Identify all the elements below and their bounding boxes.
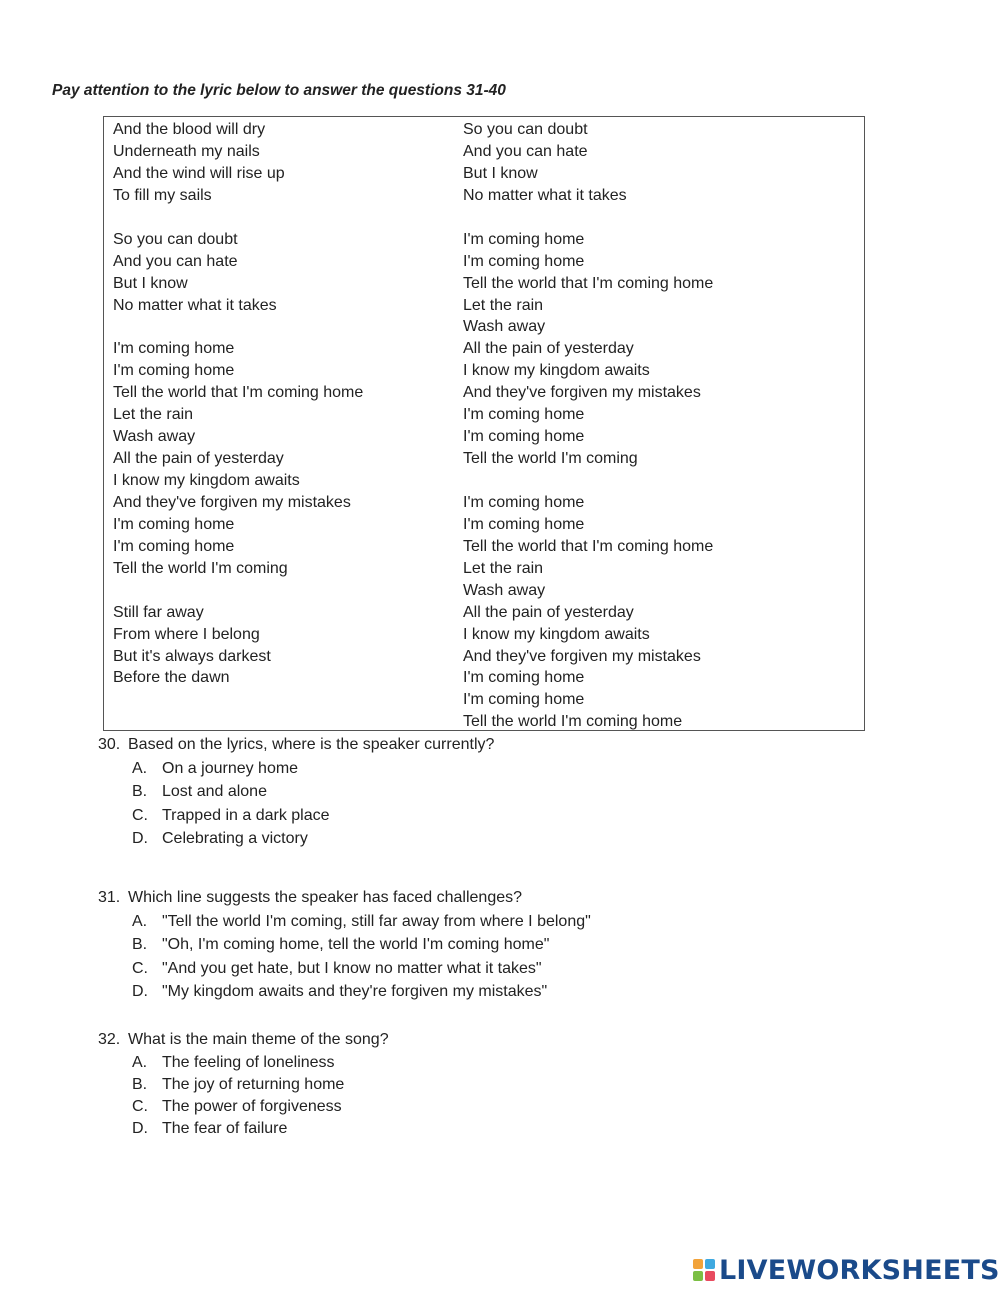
question-text: What is the main theme of the song? (128, 1031, 389, 1048)
lyric-line: But I know (463, 164, 538, 182)
option-letter: C. (132, 806, 148, 824)
option-d[interactable] (98, 1118, 389, 1140)
option-letter: B. (132, 783, 148, 800)
lyric-line: I'm coming home (113, 537, 235, 555)
lyric-line (463, 470, 713, 492)
question-30 (98, 733, 494, 851)
option-d[interactable] (98, 980, 591, 1004)
liveworksheets-logo[interactable] (693, 1254, 1000, 1286)
lyric-line: Wash away (113, 428, 196, 446)
lyric-line: Wash away (463, 581, 546, 599)
lyric-line: And they've forgiven my mistakes (463, 647, 701, 665)
option-letter: D. (132, 983, 148, 1000)
lyric-line: I'm coming home (463, 669, 585, 687)
lyric-line: So you can doubt (113, 230, 238, 248)
option-a[interactable] (98, 757, 494, 781)
option-d[interactable] (98, 827, 494, 851)
option-text: The joy of returning home (162, 1075, 345, 1093)
option-b[interactable] (98, 1074, 389, 1096)
question-number: 31. (98, 889, 121, 906)
option-text: Lost and alone (162, 783, 267, 800)
instruction-text: Pay attention to the lyric below to answer the questions 31-40 (52, 82, 506, 99)
lyric-line: I'm coming home (463, 230, 585, 248)
option-letter: C. (132, 959, 148, 977)
lyric-line: So you can doubt (463, 121, 588, 138)
lyric-line: And they've forgiven my mistakes (463, 384, 701, 402)
option-text: Trapped in a dark place (162, 806, 330, 824)
option-text: "My kingdom awaits and they're forgiven my mistakes" (162, 983, 548, 1000)
option-letter: D. (132, 830, 148, 847)
lyric-line: Wash away (463, 318, 546, 336)
option-letter: A. (132, 912, 148, 930)
option-text: The feeling of loneliness (162, 1053, 335, 1071)
option-c[interactable] (98, 1096, 389, 1118)
option-text: On a journey home (162, 759, 299, 777)
question-number: 30. (98, 736, 121, 753)
lyric-line: I know my kingdom awaits (463, 625, 650, 643)
lyric-line: All the pain of yesterday (463, 603, 634, 621)
lyric-line (463, 207, 713, 229)
lyric-line: No matter what it takes (463, 186, 627, 204)
lyric-line: Tell the world that I'm coming home (463, 274, 714, 292)
question-32 (98, 1028, 389, 1140)
lyric-line: Tell the world I'm coming (113, 559, 288, 577)
lyric-line: And you can hate (113, 252, 238, 270)
lyric-line: Underneath my nails (113, 142, 260, 160)
lyric-line: And the wind will rise up (113, 164, 285, 182)
lyric-line: Let the rain (113, 406, 194, 424)
lyric-line: Let the rain (463, 559, 544, 577)
lyric-line: All the pain of yesterday (113, 450, 284, 468)
option-a[interactable] (98, 910, 591, 934)
logo-icon (693, 1259, 715, 1281)
lyric-line: But it's always darkest (113, 647, 271, 665)
lyric-line: And they've forgiven my mistakes (113, 493, 351, 511)
lyric-line: I'm coming home (113, 340, 235, 358)
lyric-line: I'm coming home (463, 406, 585, 424)
lyric-line: Still far away (113, 603, 204, 621)
lyric-line: And you can hate (463, 142, 588, 160)
option-b[interactable] (98, 933, 591, 957)
option-text: The power of forgiveness (162, 1097, 342, 1115)
option-c[interactable] (98, 957, 591, 981)
lyric-line: I'm coming home (463, 691, 585, 709)
lyric-line: Before the dawn (113, 669, 230, 687)
lyric-line (113, 580, 363, 602)
lyric-line: I'm coming home (463, 428, 585, 446)
lyrics-right-column (463, 119, 713, 733)
lyric-line (113, 316, 363, 338)
option-letter: D. (132, 1119, 148, 1137)
lyric-line: To fill my sails (113, 186, 212, 204)
lyric-line: No matter what it takes (113, 296, 277, 314)
lyric-line: I know my kingdom awaits (463, 362, 650, 380)
lyric-line: But I know (113, 274, 188, 292)
option-text: "Oh, I'm coming home, tell the world I'm coming home" (162, 936, 550, 953)
lyric-line: I'm coming home (463, 493, 585, 511)
lyrics-left-column (113, 119, 363, 689)
option-a[interactable] (98, 1052, 389, 1074)
lyric-line: I'm coming home (113, 515, 235, 533)
option-letter: B. (132, 936, 148, 953)
lyric-line: Let the rain (463, 296, 544, 314)
question-text: Which line suggests the speaker has faced challenges? (128, 889, 523, 906)
option-text: The fear of failure (162, 1119, 288, 1137)
lyric-line: Tell the world I'm coming home (463, 713, 683, 731)
option-letter: C. (132, 1097, 148, 1115)
option-b[interactable] (98, 780, 494, 804)
question-text: Based on the lyrics, where is the speaker currently? (128, 736, 495, 753)
lyric-line: I'm coming home (113, 362, 235, 380)
lyric-line: And the blood will dry (113, 121, 266, 138)
lyric-line: I know my kingdom awaits (113, 472, 300, 489)
lyric-line: I'm coming home (463, 252, 585, 270)
option-c[interactable] (98, 804, 494, 828)
lyric-line: Tell the world I'm coming (463, 450, 638, 468)
option-letter: A. (132, 759, 148, 777)
option-letter: A. (132, 1053, 148, 1071)
lyric-line: I'm coming home (463, 515, 585, 533)
lyrics-box (103, 116, 865, 731)
option-text: Celebrating a victory (162, 830, 308, 847)
question-31 (98, 886, 591, 1004)
lyric-line (113, 207, 363, 229)
lyric-line: All the pain of yesterday (463, 340, 634, 358)
option-letter: B. (132, 1075, 148, 1093)
option-text: "Tell the world I'm coming, still far away from where I belong" (162, 912, 591, 930)
lyric-line: Tell the world that I'm coming home (463, 537, 714, 555)
question-number: 32. (98, 1031, 121, 1048)
lyric-line: From where I belong (113, 625, 260, 643)
option-text: "And you get hate, but I know no matter what it takes" (162, 959, 542, 977)
lyric-line: Tell the world that I'm coming home (113, 384, 364, 402)
brand-text: LIVEWORKSHEETS (719, 1254, 1000, 1286)
